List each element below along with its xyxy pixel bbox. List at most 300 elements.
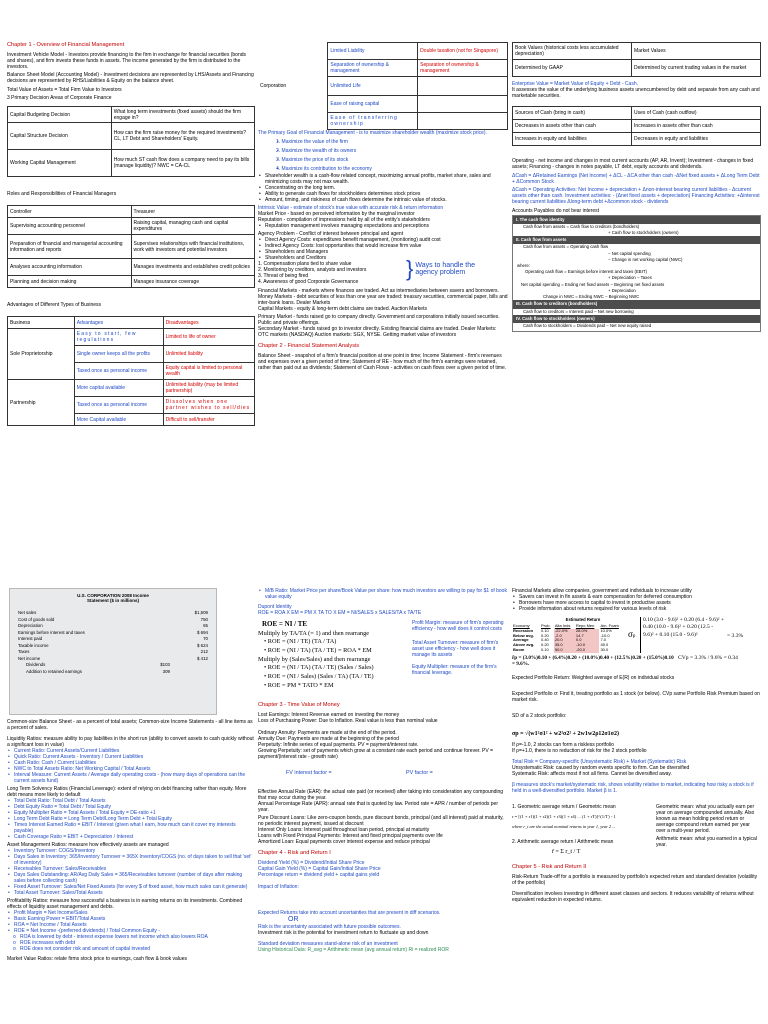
mean-formulas xyxy=(512,804,652,856)
reputation-text: Reputation - compilation of impressions held by all of the entity's stakeholders xyxy=(258,216,430,223)
primary-market-text: Primary Market - funds raised go to company directly. Government and corporations initially issued securities. Public and private offerings. xyxy=(258,314,500,326)
fv-factor-label: FV interest factor = xyxy=(286,770,332,777)
list-item: 1. Compensation plans tied to share value xyxy=(258,260,352,267)
sd-body: 0.10 (3.0 - 9.6)² + 0.20 (6.4 - 9.6)² + 0.40 (10.0 - 9.6)² + 0.20 (12.5 - 9.6)² + 0.10 (15.0 - 9.6)² xyxy=(640,617,724,653)
cf-heading: I. The cash flow identity xyxy=(513,216,760,224)
cash-flow-box xyxy=(512,215,761,333)
formula-line: ROE = NI / TE xyxy=(262,620,308,628)
cf-line: Change in NWC = Ending NWC − Beginning NWC xyxy=(543,294,640,300)
dividend-yield: Dividend Yield (%) = Dividend/Initial Share Price xyxy=(258,859,365,866)
list-item: • Total Asset Turnover: Sales/Total Assets xyxy=(7,890,255,896)
is-value: 750 xyxy=(200,616,208,622)
list-item: • Profit Margin = Net Income/Sales xyxy=(7,910,255,916)
estimated-return-block xyxy=(512,617,761,653)
profit-margin-note: Profit Margin: measure of firm's operating efficiency - how well does it control costs xyxy=(412,620,504,632)
is-value: 70 xyxy=(203,636,208,642)
table-head: Advantages xyxy=(74,317,163,329)
list-item: • Amount, timing, and riskiness of cash flows determine the intrinsic value of stocks. xyxy=(258,197,508,203)
list-item: • Long Term Debt Ratio = Long Term Debt/Long Term Debt + Total Equity xyxy=(7,816,255,822)
list-item: • Borrowers have more access to capital to invest in productive assets xyxy=(512,600,761,606)
advantage: Separation of ownership & management xyxy=(328,60,418,77)
advantage: Ease of raising capital xyxy=(328,96,418,113)
intrinsic-value: Intrinsic Value - estimate of stock's true value with accurate risk & return information xyxy=(258,204,444,211)
income-statement-box xyxy=(9,588,217,715)
estimated-return-table-wrap xyxy=(512,617,624,653)
er-cell: Below avg. xyxy=(513,632,534,638)
cf-line: Cash flow to stockholders = Dividends paid − Net new equity raised xyxy=(523,323,652,328)
er-cell: Boom xyxy=(513,647,525,653)
formula-text: ROE = (NI / TA) (TA / TE) (Sales / Sales) xyxy=(267,664,374,672)
er-cell: Above avg. xyxy=(513,642,535,648)
table-head: Disadvantages xyxy=(163,317,254,329)
goal-list xyxy=(258,139,508,172)
list-item: • 2. Maximize the wealth of its owners xyxy=(276,148,508,154)
mb-ratio-list xyxy=(258,588,508,600)
mean-notes xyxy=(652,804,758,856)
is-label: Depreciation xyxy=(18,623,43,629)
list-item: o ROA is lowered by debt - interest expense lowers net income which also lowers ROA xyxy=(7,934,255,940)
enterprise-value: Enterprise Value = Market Value of Equity + Debt - Cash. xyxy=(512,81,638,87)
cf-heading: III. Cash flow to creditors (bondholders) xyxy=(513,300,760,308)
arithmetic-title: 2. Arithmetic average return / Arithmetic mean xyxy=(512,839,614,846)
is-label: Net income xyxy=(18,655,41,661)
formula-line: • ROE = (NI / TA) (TA / TE) (Sales / Sales) xyxy=(264,664,374,672)
er-cell: -20.0 xyxy=(575,648,600,653)
risk-text: Risk is the uncertainty associated with future possible outcomes. xyxy=(258,924,401,931)
er-cell: -2.0 xyxy=(554,634,575,639)
primary-goal-text: The Primary Goal of Financial Management - is to maximize shareholder wealth (maximize stock price). xyxy=(258,130,487,136)
beta-text: β measures stock's market/systematic risk, shows volatility relative to market, indicating how risky a stock is if held in a well-diversified portfolio. Market β is 1. xyxy=(512,782,754,795)
list-item: • Total Debt Ratio: Total Debt / Total Assets xyxy=(7,798,255,804)
advantage: Taxed once as personal income xyxy=(74,363,163,380)
market-price-text: Market Price - based on perceived information by the marginal investor xyxy=(258,210,415,217)
advantage: More Capital available xyxy=(74,414,163,426)
expected-portfolio-return: Expected Portfolio Return: Weighted average of E(R) on individual stocks xyxy=(512,675,675,682)
cf-line: Cash flow to creditors = Interest paid − Net new borrowing xyxy=(523,308,634,314)
is-label: Taxable income xyxy=(18,642,49,648)
is-value: 212 xyxy=(200,649,208,655)
list-item: • NWC to Total Assets Ratio: Net Working Capital / Total Assets xyxy=(7,766,255,772)
std-dev-text: Standard deviation measures stand-alone risk of an investment xyxy=(258,941,398,948)
roles-cell: Manages insurance coverage xyxy=(131,276,255,288)
decision-areas-text: 3 Primary Decision Areas of Corporate Finance xyxy=(7,95,112,102)
advantages-title: Advantages of Different Types of Business xyxy=(7,302,102,309)
sd-two-stock: SD of a 2 stock portfolio: xyxy=(512,713,567,720)
list-item: o ROE does not consider risk and amount of capital invested xyxy=(7,946,255,952)
income-statement-table xyxy=(18,610,208,675)
er-head: Economy xyxy=(513,623,530,629)
investment-risk-text: Investment risk is the potential for investment return to fluctuate up and down xyxy=(258,930,429,937)
disadvantage: Double taxation (not for Singapore) xyxy=(418,43,508,60)
estimated-return-table xyxy=(512,624,624,653)
advantage: Ease of transferring ownership xyxy=(328,113,418,130)
cf-line: + Cash flow to stockholders (owners) xyxy=(608,229,679,235)
cf-line: − Net capital spending xyxy=(608,250,651,256)
is-label: Dividends xyxy=(26,662,46,668)
profitability-sub-list xyxy=(7,934,255,952)
er-cell: 0.40 xyxy=(540,637,549,643)
er-cell: 0.20 xyxy=(540,632,549,638)
advantage: Limited Liability xyxy=(328,43,418,60)
er-cell: Average xyxy=(513,637,529,643)
book-market-table xyxy=(512,42,761,77)
roles-head: Treasurer xyxy=(131,206,255,218)
list-item: • Shareholders and Creditors xyxy=(258,255,508,261)
reputation-bullets xyxy=(258,223,508,229)
means-block xyxy=(512,804,761,856)
ear-text: Effective Annual Rate (EAR): the actual rate paid (or received) after taking into consideration any compounding that may occur during the year. xyxy=(258,788,504,801)
list-item: • Ability to generate cash flows for stockholders determines stock prices xyxy=(258,191,508,197)
financial-markets-list xyxy=(512,594,761,612)
roles-cell: Planning and decision making xyxy=(8,276,132,288)
operating-text: Operating - net income and changes in most current accounts (AP, AR, Invent); Investment - changes in fixed assets; Financing - changes in notes payable, LT debt, equity accounts and dividends. xyxy=(512,158,754,170)
list-item: • Reputation management involves managing expectations and perceptions xyxy=(258,223,508,229)
cf-line: − Change in net working capital (NWC) xyxy=(608,256,683,262)
corporation-table xyxy=(258,42,508,130)
roles-cell: Preparation of financial and managerial accounting information and reports xyxy=(8,235,132,259)
business-types-table xyxy=(7,316,255,426)
dupont-equation: ROE = ROA X EM = PM X TA TO X EM = NI/SALES x SALES/TA x TA/TE xyxy=(258,610,422,616)
roles-cell: Analyses accounting information xyxy=(8,259,132,276)
roles-table xyxy=(7,205,255,288)
list-item: 2. Monitoring by creditors, analysts and investors xyxy=(258,266,367,273)
formula-text: ROE = (NI / TE) (TA / TA) xyxy=(267,638,337,646)
advantage: More capital available xyxy=(74,380,163,397)
is-sub: $103 xyxy=(160,662,170,668)
two-stock-formula: σp = √(w1²σ1² + w2²σ2² + 2w1w2ρ12σ1σ2) xyxy=(512,731,619,738)
coefficient-variation: CVp = 3.3% / 9.6% = 0.34 xyxy=(678,654,738,661)
er-cell: 45.0 xyxy=(600,642,609,648)
cf-line: Cash flow from assets = Operating cash flow xyxy=(523,244,609,250)
pv-factor-label: PV factor = xyxy=(406,770,433,777)
list-item: • Shareholder wealth is a cash-flow related concept, maximizing annual profits, market share, sales and minimizing costs may not max wealth. xyxy=(258,173,508,185)
er-cell: 35.0 xyxy=(554,643,575,648)
list-item: 4. Awareness of good Corporate Governance xyxy=(258,278,359,285)
column-6 xyxy=(512,588,761,1022)
decision-name: Capital Structure Decision xyxy=(8,123,112,150)
goal-bullets xyxy=(258,173,508,203)
formula-text: ROE = (NI / TA) (TA / TE) = ROA * EM xyxy=(267,647,372,655)
list-item: o ROE increases with debt xyxy=(7,940,255,946)
interest-only-text: Interest Only Loans: Interest paid throughout loan period, principal at maturity xyxy=(258,827,430,834)
list-item: • Savers can invest in fin assets & earn compensation for deferred consumption xyxy=(512,594,761,600)
list-item: • 4. Maximize its contribution to the economy xyxy=(276,166,508,172)
pure-discount-text: Pure Discount Loans: Like zero-coupon bonds, pure discount bonds, principal (and all interest) paid at maturity, no periodic interest payment, issued at discount xyxy=(258,815,504,828)
asset-management-list xyxy=(7,848,255,896)
disadvantage: Unlimited liability (may be limited partnership) xyxy=(163,380,254,397)
disadvantage xyxy=(418,77,508,96)
historical-data-text: Using Historical Data: R_avg = Arithmetic mean (avg annual return) Ri = realized ROR xyxy=(258,947,449,954)
chapter-1-title: Chapter 1 - Overview of Financial Management xyxy=(7,42,125,48)
list-item: • Basic Earning Power = EBIT/Total Assets xyxy=(7,916,255,922)
list-item: • Inventory Turnover: COGS/Inventory xyxy=(7,848,255,854)
tvm-text: Perpetuity: Infinite series of equal payments. PV = payment/interest rate. xyxy=(258,742,419,749)
or-label: OR xyxy=(288,915,299,923)
list-item: • Current Ratio: Current Assets/Current Liabilities xyxy=(7,748,255,754)
business-type: Partnership xyxy=(8,380,75,426)
er-cell: 28.0% xyxy=(575,629,600,634)
disadvantage: Dissolves when one partner wishes to sell/dies xyxy=(163,397,254,414)
advantage: Single owner keeps all the profits xyxy=(74,346,163,363)
estimated-return-title: Estimated Return xyxy=(565,617,601,622)
diversification-text: Diversification involves investing in different asset classes and sectors. It reduces variability of returns without equivalent reduction in expected returns. xyxy=(512,891,754,904)
formula-line: • ROE = (NI / Sales) (Sales / TA) (TA / TE) xyxy=(264,673,374,681)
cf-line: Cash flow from assets = Cash flow to creditors (bondholders) xyxy=(523,223,640,229)
is-label: Earnings before interest and taxes xyxy=(18,629,85,635)
table-cell: Decreases in equity and liabilities xyxy=(632,133,761,146)
advantage: Unlimited Life xyxy=(328,77,418,96)
column-3 xyxy=(512,42,761,582)
balance-sheet-model-text: Balance Sheet Model (Accounting Model) - Investment decisions are represented by LHS/Assets and Financing decisions are represented by RHS/Liabilities & Equity on the balance sheet. xyxy=(7,72,254,85)
column-2 xyxy=(258,42,508,582)
disadvantage: Difficult to sell/transfer xyxy=(163,414,254,426)
is-value: $1,509 xyxy=(194,610,208,616)
unsystematic-risk: Unsystematic Risk: caused by random events specific to firm. Can be diversified xyxy=(512,765,690,772)
accounts-payable-note: Accounts Payables do not bear interest xyxy=(512,207,599,214)
list-item: • ROE = Net Income -(preferred dividends) / Total Common Equity - xyxy=(7,928,255,934)
table-head: Business xyxy=(8,317,75,329)
list-item: • Times Interest Earned Ratio = EBIT / Interest (given what I earn, how much can it cover my interests payable) xyxy=(7,822,255,834)
percentage-return: Percentage return = dividend yield + capital gains yield xyxy=(258,871,380,878)
er-cell: 7.0 xyxy=(600,637,606,643)
is-label: Addition to retained earnings xyxy=(26,668,82,674)
cf-line: Net capital spending = Ending net fixed assets − Beginning net fixed assets xyxy=(521,281,665,287)
factor-row xyxy=(258,770,508,776)
statements-text: Balance Sheet - snapshot of a firm's financial position at one point in time; Income Statement - firm's revenues and expenses over a given period of time; Statement of RE - how much of the firm's earnings were retained, rather than paid out as dividends; Statement of Cash Flows - activities on cash flows over a given period of time. xyxy=(258,352,507,371)
tvm-text: Lost Earnings: Interest Revenue earned on investing the money xyxy=(258,712,400,719)
money-markets-text: Money Markets - debt securities of less than one year are traded: treasury securities, commercial paper, bills and inter-bank loans. Dealer Markets xyxy=(258,293,508,306)
profitability-list xyxy=(7,910,255,934)
tvm-text: Ordinary Annuity: Payments are made at the end of the period. xyxy=(258,730,397,737)
cf-heading: II. Cash flow from assets xyxy=(513,236,760,244)
table-cell: Determined by GAAP xyxy=(513,60,632,77)
table-cell: Sources of Cash (bring in cash) xyxy=(513,107,632,120)
portfolio-return: r̂p = (3.0%)0.10 + (6.4%)0.20 + (10.0%)0.40 + (12.5%)0.20 + (15.0%)0.10 = 9.6%. xyxy=(512,654,674,668)
table-cell: Book Values (historical costs less accumulated depreciation) xyxy=(513,43,632,60)
list-item: • Direct Agency Costs: expenditures benefit management, (monitoring) audit cost xyxy=(258,237,508,243)
business-type: Corporation xyxy=(260,83,287,89)
er-cell: 0.10 xyxy=(540,627,549,633)
list-item: • Interval Measure: Current Assets / Average daily operating costs - (how many days of operations can the current assets fund) xyxy=(7,772,255,784)
amortized-loan-text: Amortized Loan: Equal payments cover interest expense and reduce principal xyxy=(258,839,430,846)
expected-returns-text: Expected Returns take into account uncertainties that are present in diff scenarios. xyxy=(258,909,441,916)
list-item: • Receivables Turnover: Sales/Receivables xyxy=(7,866,255,872)
disadvantage: Unlimited liability xyxy=(163,346,254,363)
er-cell: 30.0 xyxy=(600,647,609,653)
risk-return-text: Risk-Return Trade-off for a portfolio is measured by portfolio's expected return and standard deviation (volatility of the portfolio) xyxy=(512,874,758,887)
formula-line: Multiply by (Sales/Sales) and then rearrange xyxy=(258,655,371,663)
chapter-2-title: Chapter 2 - Financial Statement Analysis xyxy=(258,343,360,349)
geometric-title: 1. Geometric average return / Geometric mean xyxy=(512,804,616,811)
is-value: $ 624 xyxy=(197,642,208,648)
cf-line: where: xyxy=(517,263,530,269)
list-item: • M/B Ratio: Market Price per share/Book Value per share: how much investors are willing to pay for $1 of book value equity xyxy=(258,588,508,600)
list-item: 3. Threat of being fired xyxy=(258,272,309,279)
is-label: Net sales xyxy=(18,610,37,616)
financial-markets-text: Financial Markets - markets where finances are traded. Act as intermediaries between savers and borrowers. xyxy=(258,287,499,294)
dupont-notes xyxy=(412,620,508,690)
roles-cell: Supervises relationships with financial institutions, work with investors and potential investors xyxy=(131,235,255,259)
apr-text: Annual Percentage Rate (APR): annual rate that is quoted by law. Period rate = APR / number of periods per year. xyxy=(258,800,498,813)
geometric-where: where r_t are the actual nominal returns in year 1, year 2 ... xyxy=(512,823,616,829)
er-head: Alta Inds xyxy=(554,623,571,629)
cf-line: Operating cash flow = Earnings before interest and taxes (EBIT) xyxy=(525,269,647,275)
roles-cell: Supervising accounting personnel xyxy=(8,218,132,235)
formula-text: ROE = PM * TATO * EM xyxy=(267,681,334,689)
decision-name: Capital Budgeting Decision xyxy=(8,107,112,123)
er-cell: 20.0 xyxy=(554,638,575,643)
fixed-principal-text: Loans with Fixed Principal Payments: Interest and fixed principal payments over life xyxy=(258,833,443,840)
sd-symbol: σp xyxy=(628,629,636,639)
is-value: 65 xyxy=(203,623,208,629)
er-cell: Recession xyxy=(513,627,534,633)
portfolio-return-row xyxy=(512,655,761,667)
liquidity-text: Liquidity Ratios: measure ability to pay liabilities in the short run (ability to convert assets to cash quickly without a significant loss in value) xyxy=(7,736,254,748)
sources-uses-table xyxy=(512,106,761,146)
er-cell: -10.0 xyxy=(600,632,610,638)
is-value: $ 694 xyxy=(197,629,208,635)
disadvantage: Limited to life of owner xyxy=(163,329,254,346)
enterprise-value-desc: It assesses the value of the underlying business assets unencumbered by debt and separate from any cash and marketable securities. xyxy=(512,87,760,99)
list-item: • ROA = Net Income / Total Assets xyxy=(7,922,255,928)
systematic-risk: Systematic Risk: affects most if not all firms. Cannot be diversified away. xyxy=(512,771,672,778)
is-label: Interest paid xyxy=(18,636,43,642)
list-item: • Days Sales Outstanding: AR/Avg Daily Sales = 365/Receivables turnover (number of days after making sales before collecting cash) xyxy=(7,872,255,884)
roles-head: Controller xyxy=(8,206,132,218)
decision-table xyxy=(7,106,255,177)
chapter-5-title: Chapter 5 - Risk and Return II xyxy=(512,864,587,871)
delta-cash-2: ΔCash = Operating Activities: Net Income + depreciation + Δnon-interest bearing current liabilities - Δcurrent assets other than cash. Investment activities: - (Δnet fixed assets + depreciation) Financing Activities: +Δinterest bearing current liabilities Δlong-term debt +Δcommon stock - dividends xyxy=(512,187,760,205)
table-cell: Decreases in assets other than cash xyxy=(513,120,632,133)
cf-line: + Depreciation xyxy=(608,287,636,293)
brace-icon: } xyxy=(406,255,414,281)
er-cell: 50.0 xyxy=(554,648,575,653)
er-head: Repo Men xyxy=(575,623,595,629)
disadvantage: Equity capital is limited to personal wealth xyxy=(163,363,254,380)
dupont-derivation xyxy=(258,620,508,690)
advantage: Easy to start, few regulations xyxy=(74,329,163,346)
capital-markets-text: Capital Markets - equity & long-term debt claims are traded. Auction Markets xyxy=(258,305,427,312)
solvency-list xyxy=(7,798,255,840)
roles-title: Roles and Responsibilities of Financial Managers xyxy=(7,191,117,198)
liquidity-list xyxy=(7,748,255,784)
is-value: $ 412 xyxy=(197,655,208,661)
chapter-4-title: Chapter 4 - Risk and Return I xyxy=(258,850,331,857)
roles-cell: Manages investments and establishes credit policies xyxy=(131,259,255,276)
list-item: • Debt Equity Ratio = Total Debt / Total Equity xyxy=(7,804,255,810)
capital-gain-yield: Capital Gain Yield (%) = Capital Gain/Initial Share Price xyxy=(258,865,381,872)
business-type: Sole Proprietorship xyxy=(8,329,75,380)
tvm-text: Annuity Due: Payments are made at the beginning of the period xyxy=(258,736,399,743)
er-cell: 0.10 xyxy=(540,647,549,653)
er-cell: -10.0 xyxy=(575,643,600,648)
total-risk: Total Risk = Company-specific (Unsystematic Risk) + Market (Systematic) Risk xyxy=(512,759,687,766)
formula-line: • ROE = (NI / TA) (TA / TE) = ROA * EM xyxy=(264,647,372,655)
inflation-text: Impact of Inflation: xyxy=(258,883,299,890)
er-cell: -22.0% xyxy=(554,629,575,634)
decision-name: Working Capital Management xyxy=(8,150,112,177)
list-item: • Quick Ratio: Current Assets - Inventory / Current Liabilities xyxy=(7,754,255,760)
rho-note: If ρ=-1.0, 2 stocks can form a riskless portfolio xyxy=(512,742,614,749)
is-label: Taxes xyxy=(18,649,30,655)
delta-cash-1: ΔCash = ΔRetained Earnings (Net Income) + ΔCL - ΔCA other than cash -ΔNet fixed assets + ΔLong Term Debt + ΔCommon Stock xyxy=(512,172,760,185)
asset-management-text: Asset Management Ratios: measure how effectively assets are managed xyxy=(7,842,169,848)
expected-portfolio-sd: Expected Portfolio σ: Find it, treating portfolio as 1 stock (or below). CVp same Portfolio Risk Premium based on market risk. xyxy=(512,691,760,704)
decision-desc: What long term investments (fixed assets) should the firm engage in? xyxy=(111,107,254,123)
investment-vehicle-text: Investment Vehicle Model - Investors provide financing to the firm in exchange for financial securities (bonds and shares), and firm invests these funds in assets. The income generated by the firm is distributed to the investors. xyxy=(7,51,247,70)
er-cell: 0.0 xyxy=(575,638,600,643)
er-cell: 10.0% xyxy=(600,627,612,633)
list-item: • 3. Maximize the price of its stock xyxy=(276,157,508,163)
list-item: • Concentrating on the long term. xyxy=(258,185,508,191)
sd-result: = 3.3% xyxy=(727,633,744,639)
table-cell: Market Values xyxy=(632,43,761,60)
is-sub: 309 xyxy=(162,668,170,674)
table-cell: Increases in equity and liabilities xyxy=(513,133,632,146)
list-item: • Equity Multiplier Ratio = Total Assets / Total Equity = DE-ratio +1 xyxy=(7,810,255,816)
formula-line: • ROE = (NI / TE) (TA / TA) xyxy=(264,638,337,646)
chapter-3-title: Chapter 3 - Time Value of Money xyxy=(258,702,340,709)
list-item: • Days Sales in Inventory: 365/Inventory Turnover = 365X Inventory/COGS (no. of days taken to sell that 'set' of inventory) xyxy=(7,854,255,866)
arithmetic-note: Arithmetic mean: what you earned in a typical year. xyxy=(656,836,757,849)
is-value xyxy=(170,668,208,674)
list-item: • Provide information about returns required for various levels of risk xyxy=(512,606,761,612)
is-label: Cost of goods sold xyxy=(18,616,55,622)
column-4 xyxy=(7,588,255,1022)
disadvantage: Separation of ownership & management xyxy=(418,60,508,77)
list-item: • Cash Ratio: Cash / Current Liabilities xyxy=(7,760,255,766)
financial-markets-utility: Financial Markets allow companies, government and individuals to increase utility xyxy=(512,588,692,594)
table-cell: Determined by current trading values in the market xyxy=(632,60,761,77)
roles-cell: Raising capital, managing cash and capital expenditures xyxy=(131,218,255,235)
total-value-text: Total Value of Assets = Total Firm Value to Investors xyxy=(7,86,122,93)
dupont-steps xyxy=(258,620,408,690)
list-item: • Cash Coverage Ratio = EBIT + Depreciation / Interest xyxy=(7,834,255,840)
market-value-text: Market Value Ratios: relate firms stock price to earnings, cash flow & book values xyxy=(7,956,187,962)
er-head: Prob. xyxy=(540,623,551,629)
decision-desc: How can the firm raise money for the required investments? CL, LT Debt and Shareholders' Equity. xyxy=(111,123,254,150)
list-item: • Fixed Asset Turnover: Sales/Net Fixed Assets (for every $ of fixed asset, how much sales can it generate) xyxy=(7,884,255,890)
advantage: Taxed once as personal income xyxy=(74,397,163,414)
er-cell: 14.7 xyxy=(575,634,600,639)
column-1 xyxy=(7,42,255,582)
er-head: Am. Foam xyxy=(600,623,619,629)
disadvantage xyxy=(418,96,508,113)
cf-line: + Depreciation − Taxes xyxy=(608,275,652,281)
geometric-note: Geometric mean: what you actually earn per year on average compounded annually. Also known as mean holding period return or average compound return earned per year over a multi-year period. xyxy=(656,804,755,835)
list-item: • Shareholders and Managers xyxy=(258,249,508,255)
formula-line: Multiply by TA/TA (= 1) and then rearrange xyxy=(258,629,370,637)
formula-text: ROE = (NI / Sales) (Sales / TA) (TA / TE) xyxy=(267,673,374,681)
list-item: • 1. Maximize the value of the firm xyxy=(276,139,508,145)
dupont-title: Dupont Identity xyxy=(258,604,292,610)
column-5 xyxy=(258,588,508,1022)
decision-desc: How much ST cash flow does a company need to pay its bills (manage liquidity)? NWC = CA-CL xyxy=(111,150,254,177)
secondary-market-text: Secondary Market - funds raised go to investor directly. Existing financial claims are traded. Dealer Markets: OTC markets (NASDAQ) Auction markets: SGX, NYSE. Getting market value of investors xyxy=(258,326,497,338)
tvm-text: Growing Perpetuity: set of payments which grow at a constant rate each period and continue forever. PV = payment/(interest rate - growth rate) xyxy=(258,748,493,761)
solvency-text: Long Term Solvency Ratios (Financial Leverage): extent of relying on debt financing rather than equity. More debt means more likely to default xyxy=(7,786,247,798)
handle-list xyxy=(258,261,406,285)
formula-line: • ROE = PM * TATO * EM xyxy=(264,681,334,689)
list-item: • Indirect Agency Costs: lost opportunities that would increase firm value xyxy=(258,243,508,249)
cf-heading: IV. Cash flow to stockholders (owners) xyxy=(513,315,760,323)
profitability-text: Profitability Ratios: measure how successful a business is in earning returns on its investments. Combined effects of liquidity asset management and debts. xyxy=(7,898,243,910)
tvm-text: Loss of Purchasing Power: Due to Inflation. Real value is less than nominal value xyxy=(258,718,438,725)
handwritten-note: Ways to handle the agency problem xyxy=(415,261,476,277)
equity-multiplier-note: Equity Multiplier: measure of the firm's financial leverage. xyxy=(412,664,497,676)
table-cell: Increases in assets other than cash xyxy=(632,120,761,133)
sd-equation xyxy=(624,617,758,653)
